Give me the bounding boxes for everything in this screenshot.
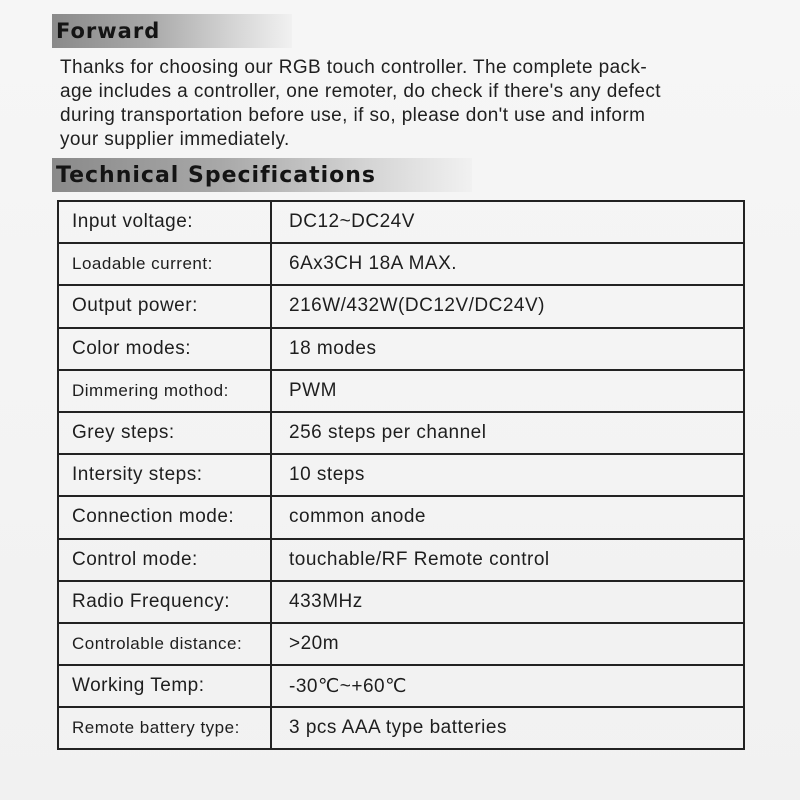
spec-value: >20m — [271, 623, 744, 665]
forward-heading-bar — [52, 14, 292, 48]
table-row — [58, 496, 744, 538]
table-row — [58, 623, 744, 665]
spec-label: Loadable current: — [58, 243, 271, 285]
forward-line: age includes a controller, one remoter, do check if there's any defect — [60, 81, 661, 102]
spec-value: 18 modes — [271, 328, 744, 370]
spec-value: 433MHz — [271, 581, 744, 623]
forward-line: your supplier immediately. — [60, 129, 290, 150]
spec-label: Grey steps: — [58, 412, 271, 454]
table-row — [58, 243, 744, 285]
table-row — [58, 454, 744, 496]
spec-value: PWM — [271, 370, 744, 412]
spec-label: Control mode: — [58, 539, 271, 581]
tech-specs-heading: Technical Specifications — [56, 162, 377, 188]
spec-label: Remote battery type: — [58, 707, 271, 749]
spec-label: Color modes: — [58, 328, 271, 370]
table-row — [58, 665, 744, 707]
forward-heading: Forward — [56, 19, 161, 43]
forward-paragraph — [60, 56, 750, 152]
spec-value: -30℃~+60℃ — [271, 665, 744, 707]
spec-value: common anode — [271, 496, 744, 538]
spec-value: touchable/RF Remote control — [271, 539, 744, 581]
table-row — [58, 328, 744, 370]
table-row — [58, 370, 744, 412]
spec-value: 256 steps per channel — [271, 412, 744, 454]
table-row — [58, 707, 744, 749]
spec-label: Controlable distance: — [58, 623, 271, 665]
spec-label: Dimmering mothod: — [58, 370, 271, 412]
spec-value: 10 steps — [271, 454, 744, 496]
table-row — [58, 201, 744, 243]
spec-value: 216W/432W(DC12V/DC24V) — [271, 285, 744, 327]
spec-label: Output power: — [58, 285, 271, 327]
forward-line: Thanks for choosing our RGB touch controller. The complete pack- — [60, 57, 648, 78]
spec-value: DC12~DC24V — [271, 201, 744, 243]
spec-label: Connection mode: — [58, 496, 271, 538]
spec-value: 3 pcs AAA type batteries — [271, 707, 744, 749]
spec-table — [57, 200, 745, 750]
spec-value: 6Ax3CH 18A MAX. — [271, 243, 744, 285]
spec-label: Working Temp: — [58, 665, 271, 707]
table-row — [58, 285, 744, 327]
tech-specs-heading-bar — [52, 158, 472, 192]
forward-line: during transportation before use, if so, please don't use and inform — [60, 105, 646, 126]
spec-label: Radio Frequency: — [58, 581, 271, 623]
table-row — [58, 539, 744, 581]
spec-label: Input voltage: — [58, 201, 271, 243]
spec-label: Intersity steps: — [58, 454, 271, 496]
table-row — [58, 412, 744, 454]
table-row — [58, 581, 744, 623]
